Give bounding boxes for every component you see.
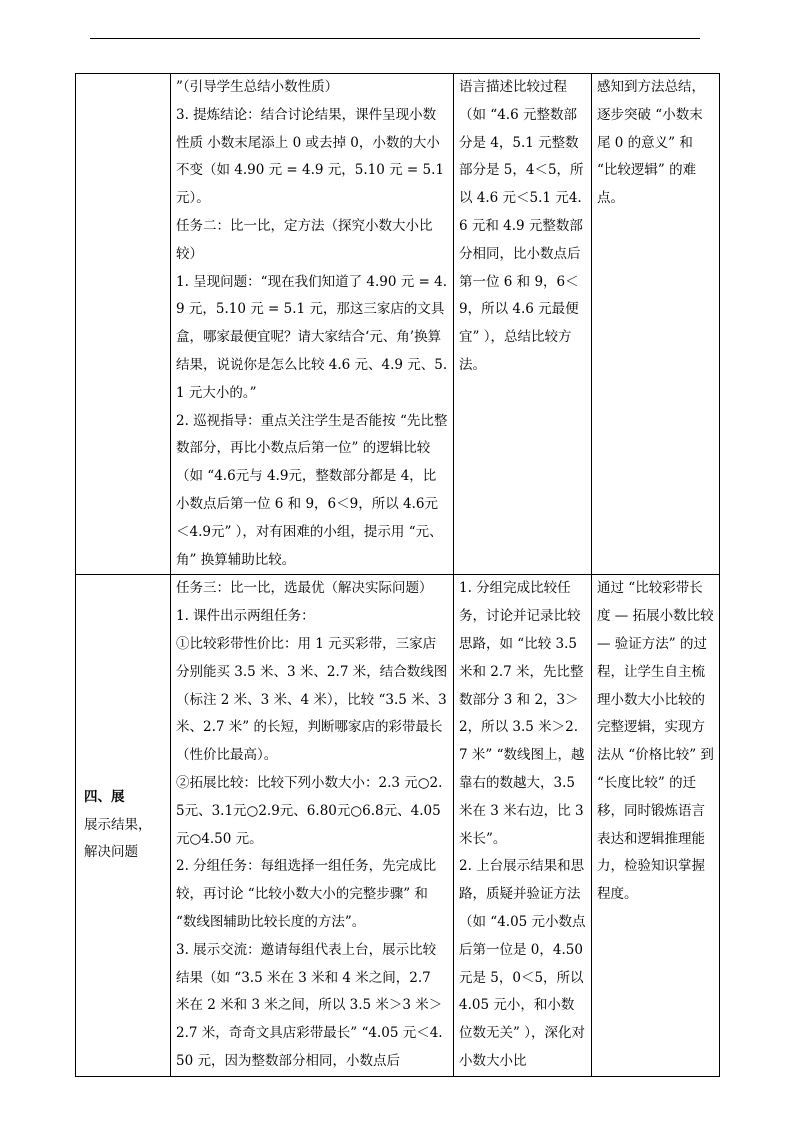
paragraph: ”（引导学生总结小数性质） (176, 79, 339, 95)
paragraph: 1. 课件出示两组任务： (176, 608, 315, 625)
lesson-plan-table (75, 73, 720, 1077)
paragraph: ①比较彩带性价比：用 1 元买彩带，三家店分别能买 3.5 米、3 米、2.7 米，结合数线图（标注 2 米、3 米、4 米），比较 “3.5 米、3 米、2.7 米” 的长短，判断哪家店的彩带最长（性价比最高）。 (176, 635, 448, 764)
stage-cell (76, 74, 171, 575)
paragraph: 2. 上台展示结果和思路，质疑并验证方法（如 “4.05 元小数点后第一位是 0，4.50 元是 5，0＜5，所以 4.05 元小，和小数位数无关” ），深化对小数大小比 (459, 858, 586, 1069)
paragraph: 3. 展示交流：邀请每组代表上台，展示比较结果（如 “3.5 米在 3 米和 4 米之间，2.7 米在 2 米和 3 米之间，所以 3.5 米＞3 米＞2.7 米，奇奇文具店彩带最长” “4.05 元＜4.50 元，因为整数部分相同，小数点后 (176, 941, 443, 1069)
student-activity-cell (454, 74, 592, 575)
stage-title: 四、展 (84, 788, 125, 805)
table-row (76, 575, 720, 1076)
paragraph: 通过 “比较彩带长度 — 拓展小数比较 — 验证方法” 的过程，让学生自主梳理小数大小比较的完整逻辑，实现方法从 “价格比较” 到 “长度比较” 的迁移，同时锻炼语言表达和逻辑推理能力，检验知识掌握程度。 (597, 580, 714, 903)
stage-cell (76, 575, 171, 1076)
paragraph: ②拓展比较：比较下列小数大小：2.3 元○2.5元、3.1元○2.9元、6.80元○6.8元、4.05 元○4.50 元。 (176, 774, 443, 847)
paragraph: 1. 分组完成比较任务，讨论并记录比较思路，如 “比较 3.5 米和 2.7 米，先比整数部分 3 和 2，3＞2，所以 3.5 米＞2.7 米” “数线图上，越靠右的数越大，3.5 米在 3 米右边，比 3 米长”。 (459, 580, 585, 847)
paragraph: 感知到方法总结，逐步突破 “小数末尾 0 的意义” 和 “比较逻辑” 的难点。 (597, 79, 705, 207)
teacher-activity-cell (171, 74, 454, 575)
paragraph: 3. 提炼结论：结合讨论结果，课件呈现小数性质 小数末尾添上 0 或去掉 0，小数的大小不变（如 4.90 元 = 4.9 元，5.10 元 = 5.1 元）。 (176, 106, 445, 207)
student-activity-cell (454, 575, 592, 1076)
teacher-activity-cell (171, 575, 454, 1076)
stage-subtitle: 展示结果，解决问题 (84, 816, 152, 861)
paragraph: 2. 分组任务：每组选择一组任务，先完成比较，再讨论 “比较小数大小的完整步骤” 和 “数线图辅助比较长度的方法”。 (176, 858, 437, 930)
paragraph: 1. 呈现问题：“现在我们知道了 4.90 元 = 4.9 元，5.10 元 = 5.1 元，那这三家店的文具盒，哪家最便宜呢？请大家结合‘元、角’换算结果，说说你是怎么比较 4.6 元、4.9 元、5.1 元大小的。” (176, 273, 448, 401)
paragraph: 语言描述比较过程（如 “4.6 元整数部分是 4，5.1 元整数部分是 5，4＜5，所以 4.6 元＜5.1 元4.6 元和 4.9 元整数部分相同，比小数点后第一位 6 和 9，6＜9，所以 4.6 元最便宜” ），总结比较方法。 (459, 79, 584, 373)
table-row (76, 74, 720, 575)
design-intent-cell (592, 74, 720, 575)
design-intent-cell (592, 575, 720, 1076)
paragraph: 2. 巡视指导：重点关注学生是否能按 “先比整数部分，再比小数点后第一位” 的逻辑比较（如 “4.6元与 4.9元，整数部分都是 4，比小数点后第一位 6 和 9，6＜9，所以 4.6元＜4.9元” ），对有困难的小组，提示用 “元、角” 换算辅助比较。 (176, 412, 448, 568)
header-rule (90, 38, 700, 39)
paragraph: 任务二：比一比，定方法（探究小数大小比较） (176, 217, 433, 262)
paragraph: 任务三：比一比，选最优（解决实际问题） (176, 580, 433, 597)
